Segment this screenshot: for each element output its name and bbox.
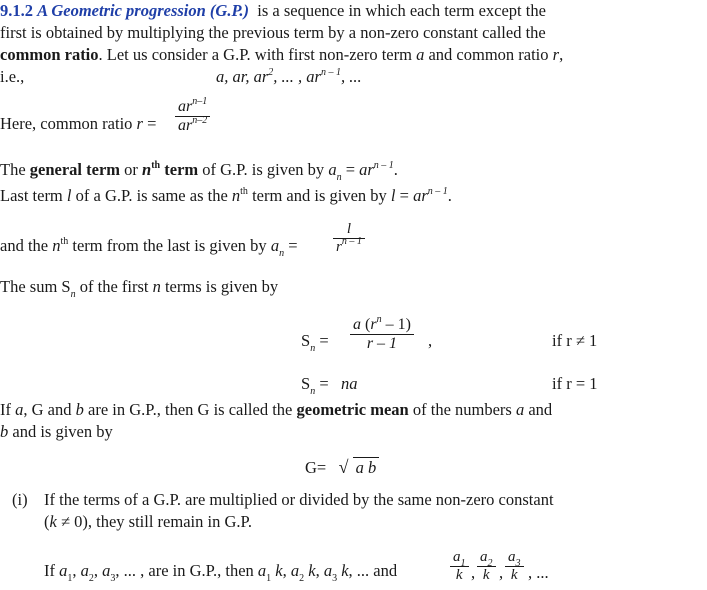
ratio-denominator: $ar^{n-2}$	[178, 115, 208, 134]
gt-n: n	[142, 160, 152, 179]
last-term-line	[0, 186, 452, 206]
gt-term: term	[164, 160, 199, 179]
heading-rest: is a sequence in which each term except the	[257, 1, 546, 20]
fl-eq: =	[288, 236, 298, 255]
ratio-line	[0, 114, 156, 134]
sum-S: S	[61, 277, 71, 296]
geo-mean-line2: b and is given by	[0, 422, 113, 441]
var-r: r	[552, 45, 560, 64]
section-heading	[0, 1, 546, 21]
lt-exp: n – 1	[427, 186, 448, 197]
ratio-text: Here, common ratio	[0, 114, 133, 133]
sqrt-symbol: √ a b	[339, 457, 380, 478]
lt-text2: of a G.P. is same as the	[75, 186, 228, 205]
sum-formula-lhs: $S_n$ =	[301, 331, 329, 354]
ratio-var-r: r	[136, 114, 143, 133]
seq-exp: 2	[268, 67, 274, 78]
seq-exp: n – 1	[320, 67, 341, 78]
gt-general-term: general term	[29, 160, 121, 179]
section-title: A Geometric progression (G.P.)	[37, 1, 250, 20]
fl-sub: n	[279, 248, 285, 259]
gp-sequence	[216, 67, 362, 87]
item1-frac1: $a_1$ k	[450, 549, 469, 584]
lt-th: th	[240, 186, 248, 197]
sum-text1: The sum	[0, 277, 58, 296]
gt-ar: ar	[359, 160, 374, 179]
fl-th: th	[60, 236, 69, 247]
seq-term-ar2: ar	[253, 67, 269, 86]
gt-exp: n – 1	[373, 160, 394, 171]
fl-text1: and the	[0, 236, 49, 255]
item1-label: (i)	[12, 490, 28, 509]
sum-comma: ,	[428, 331, 433, 350]
geometric-mean-term: geometric mean	[296, 400, 409, 419]
item1-line1: If the terms of a G.P. are multiplied or divided by the same non-zero constant	[44, 490, 554, 509]
sum-formula2: $S_n$ = na	[301, 374, 358, 397]
gt-a: a	[328, 160, 337, 179]
sum-text2: of the first	[79, 277, 149, 296]
para1-line3	[0, 45, 563, 65]
gt-eq: =	[345, 160, 355, 179]
gm-formula: G= √ a b	[305, 457, 379, 478]
fl-a: a	[270, 236, 280, 255]
sum-sub: n	[70, 289, 76, 300]
seq-tail: , ...	[340, 67, 362, 86]
gt-rest: of G.P. is given by	[202, 160, 325, 179]
seq-sep: ,	[224, 67, 229, 86]
seq-sep: ,	[245, 67, 250, 86]
item1-comma: ,	[471, 563, 476, 582]
para1-and-ratio: and common ratio	[428, 45, 549, 64]
lt-l2: l	[390, 186, 396, 205]
lt-text3: term and is given by	[252, 186, 387, 205]
general-term-line	[0, 160, 398, 183]
para1-comma: ,	[559, 45, 564, 64]
ratio-numerator: $ar^{n-1}$	[178, 96, 208, 115]
fl-numerator: l	[346, 221, 351, 237]
lt-text1: Last term	[0, 186, 63, 205]
fl-n: n	[52, 236, 61, 255]
sum-denominator: r – 1	[366, 335, 398, 352]
gt-th: th	[151, 160, 161, 171]
item1-frac3: $a_3$ k	[505, 549, 524, 584]
lt-eq: =	[399, 186, 409, 205]
item1-comma: ,	[499, 563, 504, 582]
common-ratio-term: common ratio	[0, 45, 99, 64]
gt-sub: n	[336, 172, 342, 183]
seq-term-ar: ar	[232, 67, 246, 86]
sum-condition2: if r = 1	[552, 374, 598, 393]
sum-numerator: a $(r^n - 1)$	[353, 314, 411, 333]
sum-n: n	[152, 277, 161, 296]
sum-line	[0, 277, 279, 300]
lt-l: l	[66, 186, 72, 205]
ratio-fraction	[175, 98, 210, 135]
sum-condition: if r ≠ 1	[552, 331, 598, 350]
ie-label: i.e.,	[0, 67, 25, 86]
gt-dot: .	[393, 160, 398, 179]
para1-line2: first is obtained by multiplying the previous term by a non-zero constant called the	[0, 23, 546, 42]
seq-sep: , ... ,	[273, 67, 303, 86]
item1-frac2: $a_2$ k	[477, 549, 496, 584]
item1-line2: (k ≠ 0), they still remain in G.P.	[44, 512, 252, 531]
fl-text2: term from the last is given by	[72, 236, 267, 255]
lt-n: n	[231, 186, 241, 205]
section-number: 9.1.2	[0, 1, 33, 20]
geo-mean-line1: If a, G and b are in G.P., then G is called the geometric mean of the numbers a and	[0, 400, 553, 419]
lt-ar: ar	[413, 186, 428, 205]
sum-fraction	[350, 316, 414, 353]
para1-line3-text: . Let us consider a G.P. with first non-zero term	[98, 45, 412, 64]
lt-dot: .	[447, 186, 452, 205]
seq-term-arn: ar	[306, 67, 321, 86]
gt-the: The	[0, 160, 26, 179]
seq-term-a: a	[216, 67, 225, 86]
var-a: a	[416, 45, 425, 64]
item1-tail: , ...	[528, 563, 549, 582]
sum-text3: terms is given by	[164, 277, 279, 296]
from-last-line	[0, 236, 298, 259]
from-last-fraction	[333, 221, 365, 256]
fl-denominator: $r^{n - 1}$	[336, 236, 362, 255]
ratio-eq: =	[147, 114, 157, 133]
gt-or: or	[124, 160, 138, 179]
item1-example: If $a_1$, $a_2$, $a_3$, ... , are in G.P., then $a_1$ k, $a_2$ k, $a_3$ k, ... and	[44, 561, 398, 584]
